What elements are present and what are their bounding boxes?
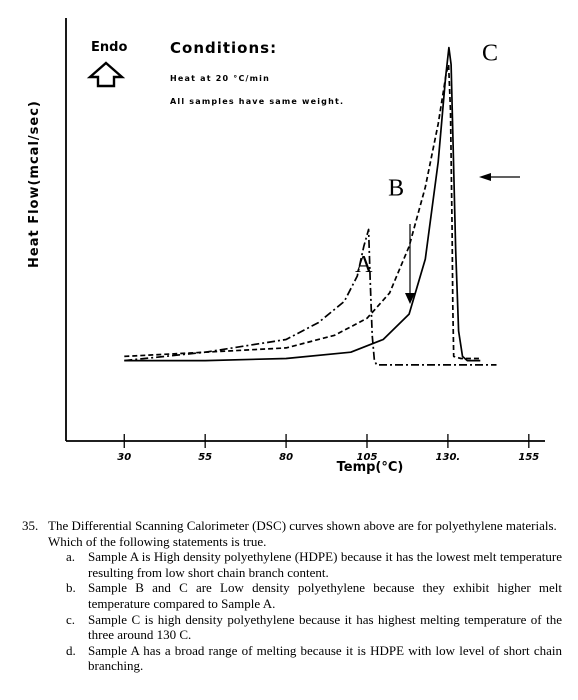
option-letter: c. (66, 611, 76, 627)
answer-option-b[interactable] (66, 580, 562, 611)
answer-option-a[interactable] (66, 549, 562, 580)
question-block (22, 518, 562, 674)
option-letter: a. (66, 549, 76, 565)
annotation-label-b: B (388, 175, 405, 202)
x-ticks (117, 434, 539, 463)
x-tick-label: 80 (279, 452, 294, 463)
y-axis-label: Heat Flow(mcal/sec) (27, 100, 42, 268)
option-letter: b. (66, 580, 76, 596)
series-a-curve (124, 230, 496, 365)
annotations-group (355, 40, 498, 277)
annotation-label-c: C (481, 40, 498, 67)
question-stem: The Differential Scanning Calorimeter (DSC) curves shown above are for polyethylene materials. Which of the following statements is true. (48, 518, 557, 549)
series-c-curve (124, 48, 480, 361)
series-b-curve (124, 65, 480, 359)
endo-label: Endo (91, 40, 128, 55)
x-axis-label: Temp(°C) (336, 460, 404, 475)
series-group (124, 48, 496, 365)
x-tick-label: 155 (518, 452, 540, 463)
conditions-sample-weight: All samples have same weight. (170, 97, 345, 106)
x-tick-label: 105 (356, 452, 378, 463)
endo-up-arrow-icon (90, 63, 122, 86)
option-text: Sample B and C are Low density polyethylene because they exhibit higher melt temperature compared to Sample A. (88, 580, 562, 611)
option-text: Sample A has a broad range of melting because it is HDPE with low level of short chain branching. (88, 642, 562, 674)
conditions-heating-rate: Heat at 20 °C/min (170, 74, 271, 83)
option-text: Sample A is High density polyethylene (HDPE) because it has the lowest melt temperature resulting from low short chain branch content. (88, 549, 562, 580)
x-tick-label: 55 (198, 452, 213, 463)
option-text: Sample C is high density polyethylene because it has highest melting temperature of the three around 130 C. (88, 611, 562, 643)
conditions-title: Conditions: (170, 39, 278, 57)
question-number: 35. (22, 518, 39, 533)
option-letter: d. (66, 642, 76, 658)
answer-option-c[interactable] (66, 612, 562, 643)
answer-options (66, 549, 562, 674)
x-tick-label: 30 (117, 452, 132, 463)
annotation-c-arrowhead-icon (479, 173, 491, 181)
answer-option-d[interactable] (66, 643, 562, 674)
x-tick-label: 130. (435, 452, 461, 463)
annotation-label-a: A (355, 251, 373, 278)
